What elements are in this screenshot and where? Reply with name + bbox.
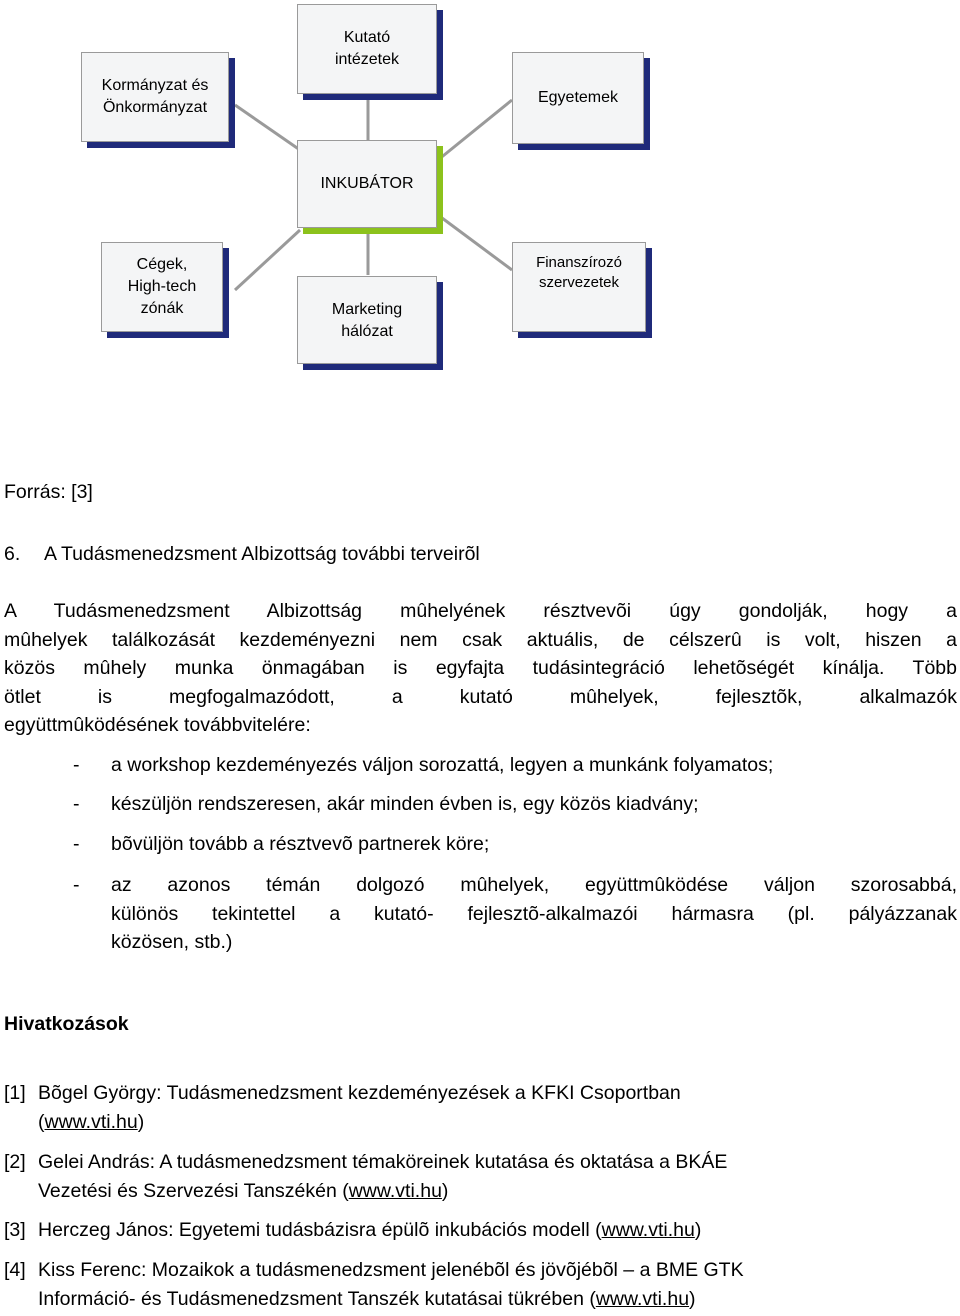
source-note: Forrás: [3] xyxy=(4,481,93,503)
box-egyetemek: Egyetemek xyxy=(512,52,644,144)
reference-link[interactable]: www.vti.hu xyxy=(601,1219,695,1241)
reference-line: Bõgel György: Tudásmenedzsment kezdeményezések a KFKI Csoportban xyxy=(38,1082,681,1104)
section-title: A Tudásmenedzsment Albizottság további terveirõl xyxy=(44,543,480,565)
bullet-line: különös tekintettel a kutató- fejlesztõ-alkalmazói hármasra (pl. pályázzanak xyxy=(111,902,957,925)
section-number: 6. xyxy=(4,543,21,565)
box-marketing: Marketing hálózat xyxy=(297,276,437,364)
box-kormanyzat: Kormányzat és Önkormányzat xyxy=(81,52,229,142)
reference-line: (www.vti.hu) xyxy=(38,1110,145,1133)
box-finanszirozo: Finanszírozó szervezetek xyxy=(512,242,646,332)
paragraph-line: közös mûhely munka önmagában is egyfajta tudásintegráció lehetõségét kínálja. Több xyxy=(4,657,957,679)
bullet-line: közösen, stb.) xyxy=(111,931,233,953)
bullet-dash: - xyxy=(73,874,80,896)
box-cegek: Cégek, High-tech zónák xyxy=(101,242,223,332)
bullet-item xyxy=(111,751,957,780)
paragraph-line: A Tudásmenedzsment Albizottság mûhelyének résztvevõi úgy gondolják, hogy a xyxy=(4,600,957,622)
reference-item xyxy=(38,1148,958,1205)
reference-line: Herczeg János: Egyetemi tudásbázisra épülõ inkubációs modell (www.vti.hu) xyxy=(38,1219,702,1241)
reference-number: [3] xyxy=(4,1219,26,1241)
reference-item xyxy=(38,1079,958,1136)
bullet-item xyxy=(111,830,957,859)
incubator-diagram xyxy=(0,0,960,400)
reference-line: Vezetési és Szervezési Tanszékén (www.vti.hu) xyxy=(38,1179,449,1202)
bullet-item xyxy=(111,871,957,957)
box-inkubator: INKUBÁTOR xyxy=(297,140,437,228)
reference-number: [4] xyxy=(4,1259,26,1281)
bullet-dash: - xyxy=(73,833,80,855)
bullet-dash: - xyxy=(73,754,80,776)
reference-link[interactable]: www.vti.hu xyxy=(348,1179,442,1202)
reference-line: Információ- és Tudásmenedzsment Tanszék kutatásai tükrében (www.vti.hu) xyxy=(38,1287,696,1310)
box-kutato: Kutató intézetek xyxy=(297,4,437,94)
reference-item xyxy=(38,1216,958,1245)
bullet-line: készüljön rendszeresen, akár minden évben is, egy közös kiadvány; xyxy=(111,793,699,815)
bullet-item xyxy=(111,790,957,819)
reference-number: [2] xyxy=(4,1151,26,1173)
paragraph-line: ötlet is megfogalmazódott, a kutató mûhelyek, fejlesztõk, alkalmazók xyxy=(4,685,957,708)
bullet-dash: - xyxy=(73,793,80,815)
section-paragraph xyxy=(4,597,957,740)
bullet-line: az azonos témán dolgozó mûhelyek, együttmûködése váljon szorosabbá, xyxy=(111,874,957,896)
reference-line: Gelei András: A tudásmenedzsment témaköreinek kutatása és oktatása a BKÁE xyxy=(38,1151,728,1173)
references-heading: Hivatkozások xyxy=(4,1013,129,1035)
connector-kormanyzat xyxy=(235,105,300,150)
reference-link[interactable]: www.vti.hu xyxy=(595,1287,690,1310)
reference-number: [1] xyxy=(4,1082,26,1104)
paragraph-line: mûhelyek találkozását kezdeményezni nem csak aktuális, de célszerû is volt, hiszen a xyxy=(4,628,957,651)
reference-link[interactable]: www.vti.hu xyxy=(44,1110,138,1133)
connector-cegek xyxy=(235,230,300,290)
reference-item xyxy=(38,1256,958,1313)
connector-egyetemek xyxy=(438,100,512,160)
bullet-line: bõvüljön tovább a résztvevõ partnerek köre; xyxy=(111,833,490,855)
reference-line: Kiss Ferenc: Mozaikok a tudásmenedzsment jelenébõl és jövõjébõl – a BME GTK xyxy=(38,1259,744,1281)
connector-finanszirozo xyxy=(438,215,512,270)
bullet-line: a workshop kezdeményezés váljon sorozattá, legyen a munkánk folyamatos; xyxy=(111,754,774,776)
paragraph-line: együttmûködésének továbbvitelére: xyxy=(4,714,311,736)
